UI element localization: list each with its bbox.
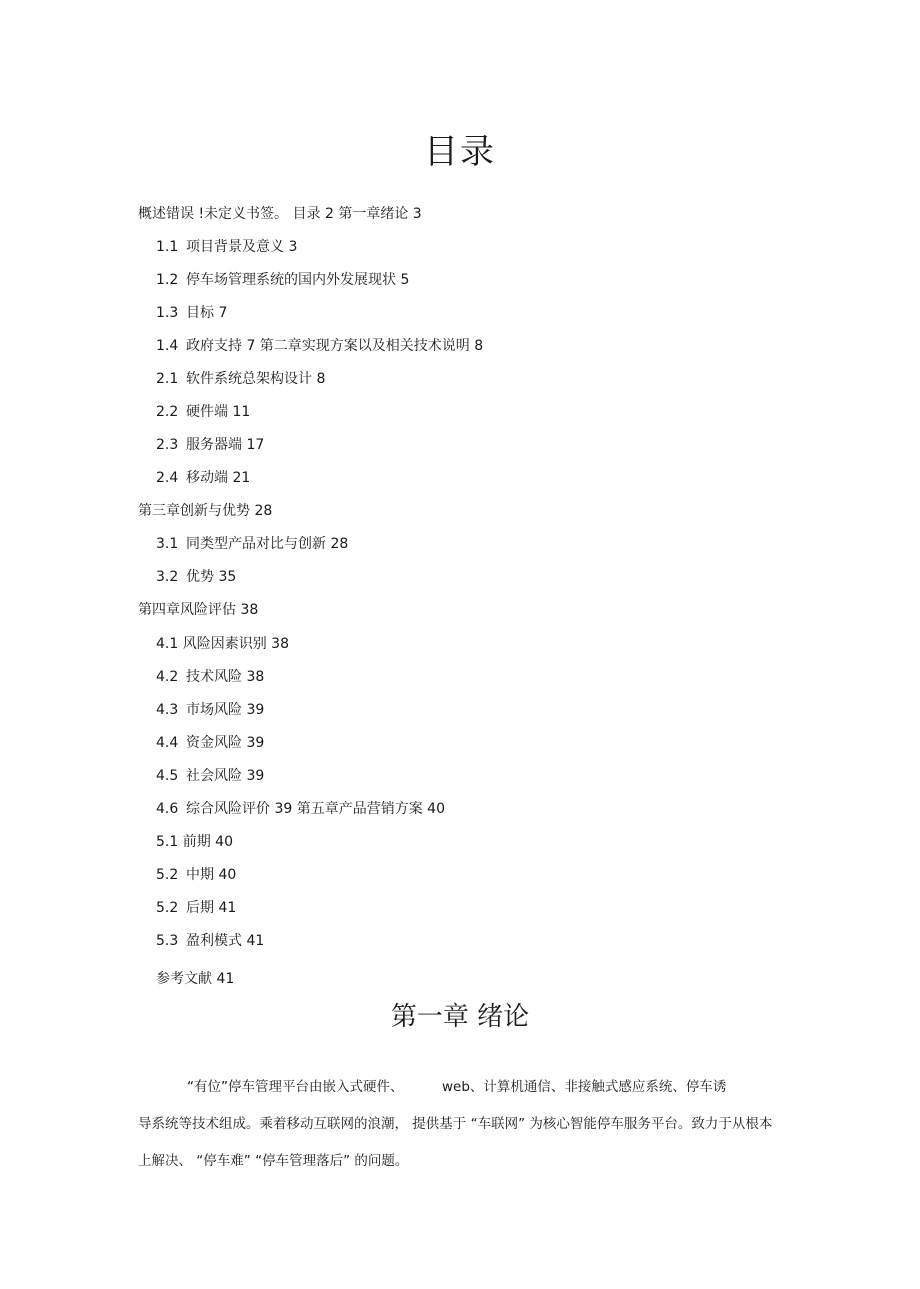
toc-entry-number: 1.4 — [156, 338, 179, 354]
toc-entry[interactable] — [156, 469, 250, 487]
toc-entry[interactable] — [156, 970, 234, 988]
toc-entry-number: 4.3 — [156, 702, 179, 718]
toc-entry-text: 社会风险 39 — [186, 768, 265, 784]
toc-entry[interactable] — [156, 568, 236, 586]
toc-entry[interactable] — [156, 535, 348, 553]
paragraph-line-2: 导系统等技术组成。乘着移动互联网的浪潮， 提供基于 “车联网” 为核心智能停车服务平台。致力于从根本 — [138, 1116, 773, 1132]
paragraph-line-3: 上解决、 “停车难” “停车管理落后” 的问题。 — [138, 1153, 409, 1169]
toc-entry-text: 第三章创新与优势 28 — [138, 503, 273, 519]
toc-entry-text: 5.1 前期 40 — [156, 834, 233, 850]
toc-entry-text: 参考文献 41 — [156, 971, 235, 987]
toc-entry[interactable] — [138, 502, 272, 520]
toc-entry-text: 市场风险 39 — [186, 702, 265, 718]
toc-entry-number: 4.5 — [156, 768, 179, 784]
toc-entry[interactable] — [156, 635, 289, 653]
toc-entry[interactable] — [156, 734, 264, 752]
toc-entry-text: 软件系统总架构设计 8 — [186, 371, 326, 387]
toc-entry-number: 2.4 — [156, 470, 179, 486]
toc-entry-text: 优势 35 — [186, 569, 237, 585]
toc-entry[interactable] — [156, 767, 264, 785]
toc-entry-number: 3.2 — [156, 569, 179, 585]
toc-entry[interactable] — [156, 932, 264, 950]
toc-entry[interactable] — [156, 899, 236, 917]
toc-entry-text: 硬件端 11 — [186, 404, 251, 420]
toc-entry-text: 服务器端 17 — [186, 437, 265, 453]
toc-entry-text: 技术风险 38 — [186, 669, 265, 685]
toc-entry-text: 停车场管理系统的国内外发展现状 5 — [186, 272, 410, 288]
toc-entry-text: 移动端 21 — [186, 470, 251, 486]
toc-entry[interactable] — [156, 403, 250, 421]
chapter-heading: 第一章 绪论 — [390, 1002, 530, 1032]
toc-entry-number: 2.1 — [156, 371, 179, 387]
toc-entry[interactable] — [156, 304, 227, 322]
toc-entry-number: 5.3 — [156, 933, 179, 949]
toc-entry-text: 同类型产品对比与创新 28 — [186, 536, 349, 552]
toc-entry-text: 政府支持 7 第二章实现方案以及相关技术说明 8 — [186, 338, 484, 354]
toc-entry-text: 资金风险 39 — [186, 735, 265, 751]
toc-entry[interactable] — [156, 800, 445, 818]
toc-entry[interactable] — [156, 701, 264, 719]
toc-entry-text: 后期 41 — [186, 900, 237, 916]
toc-entry[interactable] — [156, 866, 236, 884]
toc-entry-number: 5.2 — [156, 867, 179, 883]
toc-entry[interactable] — [156, 370, 325, 388]
toc-entry[interactable] — [138, 601, 258, 619]
toc-entry-number: 2.3 — [156, 437, 179, 453]
toc-entry[interactable] — [156, 668, 264, 686]
toc-entry-text: 目标 7 — [186, 305, 228, 321]
toc-entry-number: 1.2 — [156, 272, 179, 288]
toc-entry-number: 5.2 — [156, 900, 179, 916]
toc-entry[interactable] — [156, 337, 483, 355]
toc-entry-number: 1.3 — [156, 305, 179, 321]
toc-entry[interactable] — [138, 205, 422, 223]
toc-entry[interactable] — [156, 436, 264, 454]
toc-entry[interactable] — [156, 833, 233, 851]
toc-entry-text: 项目背景及意义 3 — [186, 239, 298, 255]
toc-entry-number: 4.2 — [156, 669, 179, 685]
toc-entry-text: 中期 40 — [186, 867, 237, 883]
toc-entry-text: 综合风险评价 39 第五章产品营销方案 40 — [186, 801, 445, 817]
paragraph-line-1b: web、计算机通信、非接触式感应系统、停车诱 — [442, 1079, 727, 1095]
toc-entry-text: 第四章风险评估 38 — [138, 602, 259, 618]
toc-entry-text: 4.1 风险因素识别 38 — [156, 636, 289, 652]
toc-entry[interactable] — [156, 238, 297, 256]
toc-entry-number: 1.1 — [156, 239, 179, 255]
paragraph-line-1a: “有位”停车管理平台由嵌入式硬件、 — [187, 1079, 404, 1095]
toc-entry-text: 盈利模式 41 — [186, 933, 265, 949]
toc-entry-text: 概述错误 !未定义书签。 目录 2 第一章绪论 3 — [138, 206, 422, 222]
toc-entry[interactable] — [156, 271, 409, 289]
toc-entry-number: 4.4 — [156, 735, 179, 751]
toc-entry-number: 2.2 — [156, 404, 179, 420]
toc-title: 目录 — [424, 132, 496, 172]
toc-entry-number: 3.1 — [156, 536, 179, 552]
toc-entry-number: 4.6 — [156, 801, 179, 817]
